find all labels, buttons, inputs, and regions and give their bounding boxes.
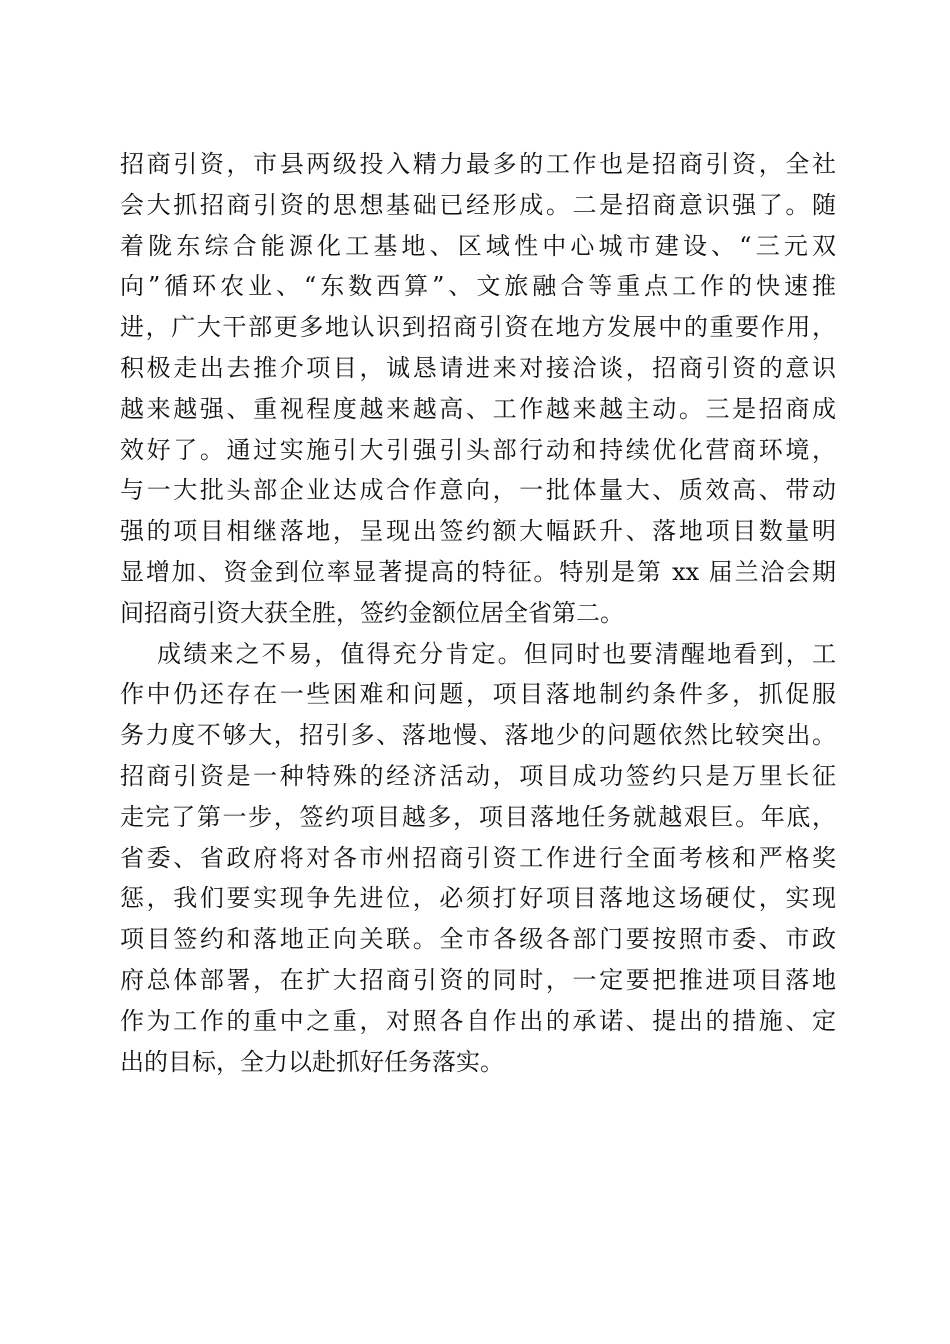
text-line: 作中仍还存在一些困难和问题，项目落地制约条件多，抓促服 — [120, 680, 836, 709]
text-line: 进，广大干部更多地认识到招商引资在地方发展中的重要作用， — [120, 313, 836, 342]
paragraph-1 — [120, 144, 836, 634]
text-line: 项目签约和落地正向关联。全市各级各部门要按照市委、市政 — [120, 925, 836, 954]
text-line: 强的项目相继落地，呈现出签约额大幅跃升、落地项目数量明 — [120, 517, 836, 546]
text-line: 积极走出去推介项目，诚恳请进来对接洽谈，招商引资的意识 — [120, 353, 836, 382]
text-line: 府总体部署，在扩大招商引资的同时，一定要把推进项目落地 — [120, 965, 836, 994]
text-line: 招商引资，市县两级投入精力最多的工作也是招商引资，全社 — [120, 150, 836, 178]
text-line: 省委、省政府将对各市州招商引资工作进行全面考核和严格奖 — [120, 843, 836, 872]
text-line: 间招商引资大获全胜，签约金额位居全省第二。 — [120, 598, 624, 627]
text-line: 走完了第一步，签约项目越多，项目落地任务就越艰巨。年底， — [120, 802, 836, 831]
text-line: 成绩来之不易，值得充分肯定。但同时也要清醒地看到，工 — [157, 639, 836, 668]
text-line: 会大抓招商引资的思想基础已经形成。二是招商意识强了。随 — [120, 190, 836, 219]
text-line: 出的目标，全力以赴抓好任务落实。 — [120, 1047, 504, 1076]
text-line: 惩，我们要实现争先进位，必须打好项目落地这场硬仗，实现 — [120, 884, 836, 913]
text-line: 向”循环农业、“东数西算”、文旅融合等重点工作的快速推 — [120, 272, 836, 301]
text-line: 着陇东综合能源化工基地、区域性中心城市建设、“三元双 — [120, 231, 836, 260]
text-line: 效好了。通过实施引大引强引头部行动和持续优化营商环境， — [120, 435, 836, 464]
text-line: 越来越强、重视程度越来越高、工作越来越主动。三是招商成 — [120, 394, 836, 423]
document-body — [120, 144, 836, 1082]
text-line: 与一大批头部企业达成合作意向，一批体量大、质效高、带动 — [120, 476, 836, 505]
text-line: 作为工作的重中之重，对照各自作出的承诺、提出的措施、定 — [120, 1006, 836, 1035]
text-line: 招商引资是一种特殊的经济活动，项目成功签约只是万里长征 — [120, 761, 836, 790]
paragraph-2 — [120, 634, 836, 1083]
text-line: 务力度不够大，招引多、落地慢、落地少的问题依然比较突出。 — [120, 721, 836, 750]
text-line: 显增加、资金到位率显著提高的特征。特别是第 xx 届兰洽会期 — [120, 557, 836, 586]
